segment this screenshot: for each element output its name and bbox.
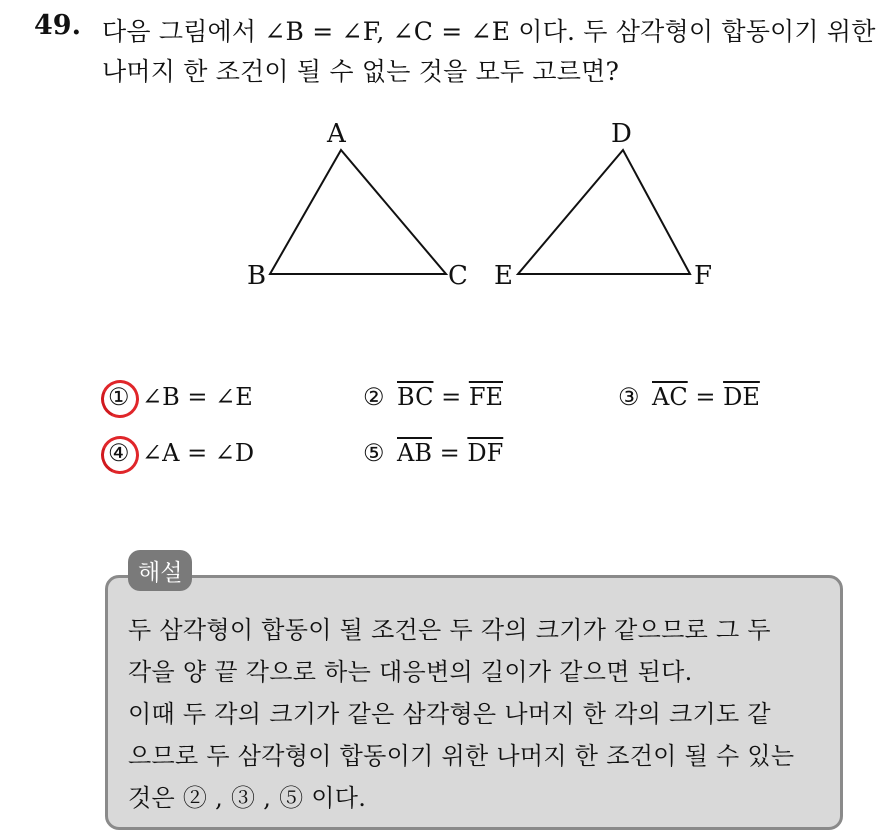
- solution-line-1: 두 삼각형이 합동이 될 조건은 두 각의 크기가 같으므로 그 두: [128, 616, 771, 644]
- choice-2-equals: =: [433, 383, 469, 411]
- choice-2-side-a: $\overline{BC}$: [397, 383, 434, 411]
- question-number: 49.: [34, 10, 81, 41]
- choice-4-text: ∠A = ∠D: [142, 439, 255, 467]
- triangles-figure: [0, 100, 884, 320]
- choice-3-side-b: $\overline{DE}$: [723, 383, 760, 411]
- choice-3-equals: =: [687, 383, 724, 411]
- vertex-label-a: A: [327, 119, 346, 149]
- triangle-abc: [270, 150, 446, 274]
- choice-2-side-b: $\overline{FE}$: [468, 383, 503, 411]
- choice-5-equals: =: [431, 439, 468, 467]
- solution-line-5: 것은 ② , ③ , ⑤ 이다.: [128, 784, 367, 812]
- choice-5-side-a: $\overline{AB}$: [397, 439, 432, 467]
- vertex-label-f: F: [694, 261, 713, 291]
- choice-1-mark-circle: [96, 375, 145, 424]
- question-text-line-1: 다음 그림에서 ∠B = ∠F, ∠C = ∠E 이다. 두 삼각형이 합동이기 위한: [102, 17, 876, 46]
- choice-4-number: ④: [108, 439, 130, 467]
- choice-2[interactable]: [363, 383, 503, 411]
- choice-3-number: ③: [618, 383, 640, 411]
- choice-3[interactable]: [618, 383, 760, 411]
- choice-5-number: ⑤: [363, 439, 385, 467]
- choice-2-number: ②: [363, 383, 385, 411]
- vertex-label-c: C: [448, 261, 468, 291]
- choice-1-number: ①: [108, 383, 130, 411]
- triangle-def: [518, 150, 690, 274]
- question-text-line-2: 나머지 한 조건이 될 수 없는 것을 모두 고르면?: [102, 57, 620, 86]
- choice-4-mark-circle: [96, 431, 145, 480]
- solution-line-2: 각을 양 끝 각으로 하는 대응변의 길이가 같으면 된다.: [128, 658, 693, 686]
- solution-line-4: 으므로 두 삼각형이 합동이기 위한 나머지 한 조건이 될 수 있는: [128, 742, 795, 770]
- choice-5[interactable]: [363, 439, 503, 467]
- solution-line-3: 이때 두 각의 크기가 같은 삼각형은 나머지 한 각의 크기도 같: [128, 700, 771, 728]
- vertex-label-b: B: [247, 261, 267, 291]
- solution-tag: 해설: [128, 550, 192, 591]
- vertex-label-d: D: [611, 119, 632, 149]
- choice-3-side-a: $\overline{AC}$: [652, 383, 688, 411]
- choice-5-side-b: $\overline{DF}$: [467, 439, 504, 467]
- vertex-label-e: E: [494, 261, 513, 291]
- choice-1-text: ∠B = ∠E: [142, 383, 253, 411]
